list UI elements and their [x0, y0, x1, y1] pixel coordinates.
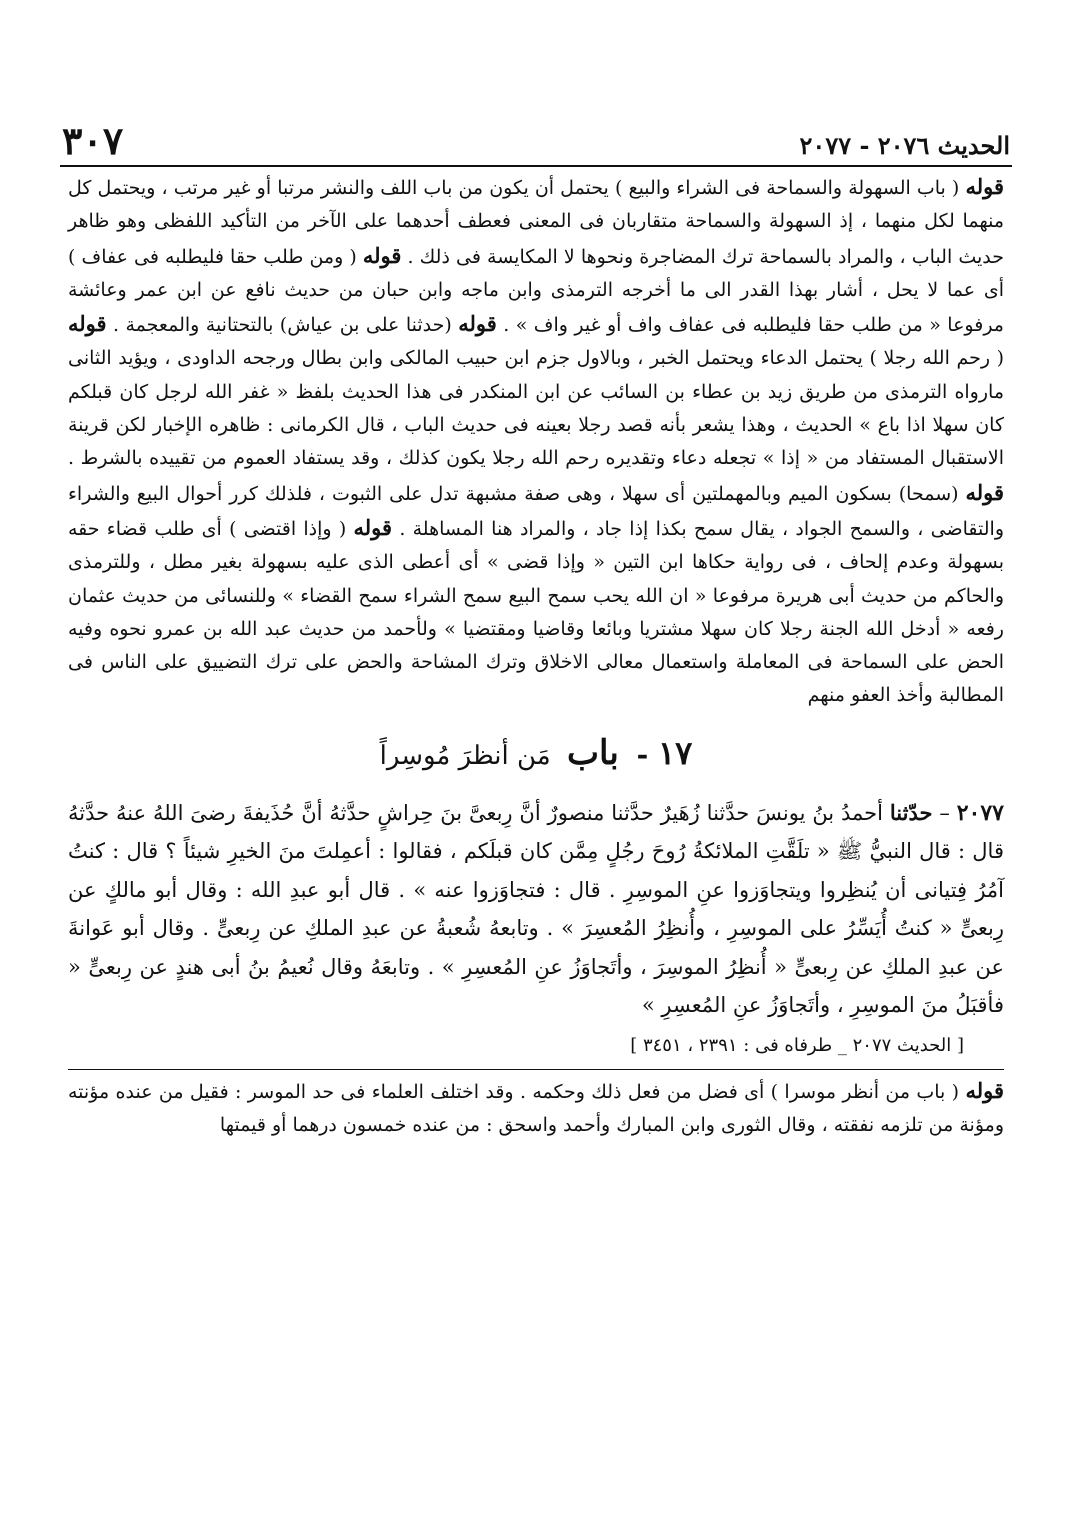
commentary-text: ( باب من أنظر موسرا ) أى فضل من فعل ذلك وحكمه . وقد اختلف العلماء فى حد الموسر : فقيل من عنده مؤنته ومؤنة من تلزمه نفقته ، وقال الثورى وابن المبارك وأحمد واسحق : من عنده خمسون درهما أو قيمتها [68, 1080, 1004, 1137]
keyword-qawluhu: قوله [362, 242, 402, 268]
header-rule [60, 165, 1012, 167]
section-rule [68, 1069, 1004, 1070]
keyword-qawluhu: قوله [68, 311, 107, 337]
keyword-qawluhu: قوله [965, 174, 1004, 199]
page-number: ٣٠٧ [62, 118, 124, 163]
keyword-qawluhu: قوله [458, 311, 497, 337]
page-header [62, 112, 1010, 163]
chapter-title: مَن أنظرَ مُوسِراً [379, 740, 559, 771]
chapter-bab-label: باب [567, 732, 619, 773]
chapter-dash: - [626, 737, 658, 771]
chapter-number: ١٧ [657, 733, 693, 772]
commentary-section-2 [68, 1074, 1004, 1143]
hadith-dash: – [932, 800, 950, 825]
haddathana-label: حدّثنا [889, 799, 933, 825]
commentary-text: ( باب السهولة والسماحة فى الشراء والبيع ) يحتمل أن يكون من باب اللف والنشر مرتبا أو غير مرتب ، ويحتمل كل منهما لكل منهما ، إذ السهولة والسماحة متقاربان فى المعنى فعطف أحدهما على الآخر من التأكيد اللفظى وهو ظاهر حديث الباب ، والمراد بالسماحة ترك المضاجرة ونحوها لا المكايسة فى ذلك . [68, 177, 1005, 268]
hadith-crossref: [ الحديث ٢٠٧٧ _ طرفاه فى : ٢٣٩١ ، ٣٤٥١ ] [630, 1034, 964, 1056]
commentary-section [68, 170, 1004, 713]
commentary-text: ( رحم الله رجلا ) يحتمل الدعاء ويحتمل الخبر ، وبالاول جزم ابن حبيب المالكى وابن بطال ورجحه الداودى ، ويؤيد الثانى مارواه الترمذى من طريق زيد بن عطاء بن السائب عن ابن المنكدر فى هذا الحديث بلفظ « غفر الله لرجل كان قبلكم كان سهلا اذا باع » الحديث ، وهذا يشعر بأنه قصد رجلا بعينه فى حديث الباب ، قال الكرمانى : ظاهره الإخبار لكن قرينة الاستقبال المستفاد من « إذا » تجعله دعاء وتقديره رحم الله رجلا يكون كذلك ، وقد يستفاد العموم من تقييده بالشرط . [68, 347, 1004, 470]
hadith-number: ٢٠٧٧ [956, 799, 1004, 826]
hadith-text: أحمدُ بنُ يونسَ حدَّثنا زُهَيرٌ حدَّثنا منصورٌ أنَّ رِبعىَّ بنَ حِراشٍ حدَّثهُ أنَّ حُذَيفةَ رضىَ اللهُ عنهُ حدَّثهُ قال : قال النبيُّ ﷺ « تلَقَّتِ الملائكةُ رُوحَ رجُلٍ مِمَّن كان قبلَكم ، فقالوا : أعمِلتَ منَ الخيرِ شيئاً ؟ قال : كنتُ آمُرُ فِتيانى أن يُنظِروا ويتجاوَزوا عنِ الموسِرِ . قال : فتجاوَزوا عنه » . قال أبو عبدِ الله : وقال أبو مالكٍ عن رِبعىٍّ « كنتُ أُيَسِّرُ على الموسِرِ ، وأُنظِرُ المُعسِرَ » . وتابعهُ شُعبةُ عن عبدِ الملكِ عن رِبعىٍّ . وقال أبو عَوانةَ عن عبدِ الملكِ عن رِبعىٍّ « أُنظِرُ الموسِرَ ، وأتَجاوَزُ عنِ المُعسِرِ » . وتابعَهُ وقال نُعيمُ بنُ أبى هندٍ عن رِبعىٍّ « فأقبَلُ منَ الموسِرِ ، وأتَجاوَزُ عنِ المُعسِرِ » [68, 800, 1004, 1018]
commentary-text: (سمحا) بسكون الميم وبالمهملتين أى سهلا ، وهى صفة مشبهة تدل على الثبوت ، فلذلك كرر أحوال البيع والشراء والتقاضى ، والسمح الجواد ، يقال سمح بكذا إذا جاد ، والمراد هنا المساهلة . [68, 482, 1004, 540]
commentary-paragraph [68, 1074, 1004, 1143]
commentary-text: ( وإذا اقتضى ) أى طلب قضاء حقه بسهولة وعدم إلحاف ، فى رواية حكاها ابن التين « وإذا قضى » أى أعطى الذى عليه بسهولة بغير مطل ، وللترمذى والحاكم من حديث أبى هريرة مرفوعا « ان الله يحب سمح البيع سمح الشراء سمح القضاء » وللنسائى من حديث عثمان رفعه « أدخل الله الجنة رجلا كان سهلا مشتريا وبائعا وقاضيا ومقتضيا » ولأحمد من حديث عبد الله بن عمرو نحوه وفيه الحض على السماحة فى المعاملة واستعمال معالى الاخلاق وترك المشاحة والحض على ترك التضييق على الناس فى المطالبة وأخذ العفو منهم [68, 517, 1004, 707]
keyword-qawluhu: قوله [353, 514, 393, 540]
commentary-text: ( ومن طلب حقا فليطلبه فى عفاف ) أى عما لا يحل ، أشار بهذا القدر الى ما أخرجه الترمذى وابن ماجه وابن حبان من حديث نافع عن ابن عمر وعائشة مرفوعا « من طلب حقا فليطلبه فى عفاف واف أو غير واف » . [68, 245, 1004, 337]
keyword-qawluhu: قوله [965, 1077, 1004, 1103]
page-body [68, 170, 1004, 1142]
running-title: الحديث ٢٠٧٦ - ٢٠٧٧ [799, 131, 1010, 160]
commentary-text: (حدثنا على بن عياش) بالتحتانية والمعجمة . [113, 314, 459, 337]
commentary-paragraph [68, 170, 1004, 713]
hadith-text-block [68, 794, 1004, 1025]
chapter-heading [68, 729, 1004, 780]
hadith-section [68, 794, 1004, 1025]
keyword-qawluhu: قوله [965, 479, 1004, 505]
